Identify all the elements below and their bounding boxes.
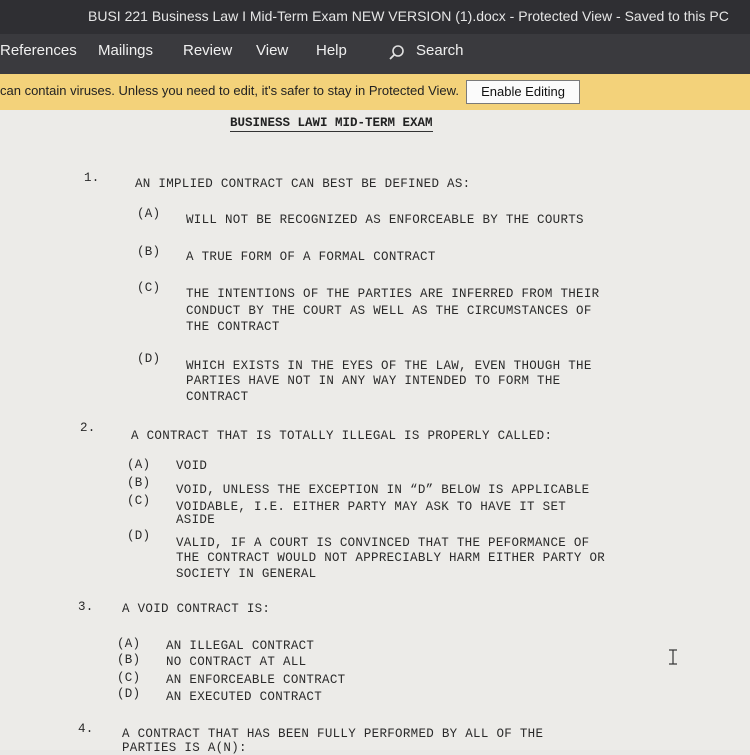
title-bar xyxy=(0,0,750,34)
option-letter: (A) xyxy=(127,458,151,472)
option-text: CONTRACT xyxy=(186,390,249,404)
option-letter: (A) xyxy=(117,637,141,651)
option-letter: (C) xyxy=(117,671,141,685)
window-title: BUSI 221 Business Law I Mid-Term Exam NEW VERSION (1).docx - Protected View - Saved to this PC xyxy=(88,8,729,24)
text-cursor-icon xyxy=(666,648,680,666)
protected-view-bar xyxy=(0,74,750,111)
protected-view-message: can contain viruses. Unless you need to edit, it's safer to stay in Protected View. xyxy=(0,83,459,98)
enable-editing-button[interactable]: Enable Editing xyxy=(466,80,580,104)
option-text: SOCIETY IN GENERAL xyxy=(176,567,317,581)
tab-help[interactable]: Help xyxy=(316,42,347,59)
option-letter: (B) xyxy=(117,653,141,667)
option-text: PARTIES HAVE NOT IN ANY WAY INTENDED TO FORM THE xyxy=(186,374,561,388)
question-number: 4. xyxy=(78,722,94,736)
document-page xyxy=(0,110,750,755)
option-letter: (D) xyxy=(117,687,141,701)
question-text: A VOID CONTRACT IS: xyxy=(122,602,271,616)
option-text: AN ENFORCEABLE CONTRACT xyxy=(166,673,346,687)
question-number: 2. xyxy=(80,421,96,435)
question-number: 1. xyxy=(84,171,100,185)
option-text: VOID xyxy=(176,459,208,473)
option-letter: (C) xyxy=(127,494,151,508)
search-box[interactable]: Search xyxy=(416,42,464,59)
question-text: PARTIES IS A(N): xyxy=(122,741,247,755)
option-letter: (D) xyxy=(127,529,151,543)
search-icon[interactable] xyxy=(388,44,406,62)
option-text: THE CONTRACT WOULD NOT APPRECIABLY HARM EITHER PARTY OR xyxy=(176,551,606,565)
option-text: A TRUE FORM OF A FORMAL CONTRACT xyxy=(186,250,436,264)
option-letter: (C) xyxy=(137,281,161,295)
option-letter: (B) xyxy=(127,476,151,490)
tab-mailings[interactable]: Mailings xyxy=(98,42,154,59)
option-text: WILL NOT BE RECOGNIZED AS ENFORCEABLE BY THE COURTS xyxy=(186,213,584,227)
option-letter: (B) xyxy=(137,245,161,259)
option-text: VOID, UNLESS THE EXCEPTION IN “D” BELOW IS APPLICABLE xyxy=(176,483,590,497)
question-text: A CONTRACT THAT HAS BEEN FULLY PERFORMED BY ALL OF THE xyxy=(122,727,544,741)
option-text: THE INTENTIONS OF THE PARTIES ARE INFERRED FROM THEIR xyxy=(186,287,600,301)
option-text: CONDUCT BY THE COURT AS WELL AS THE CIRCUMSTANCES OF xyxy=(186,304,592,318)
option-text: ASIDE xyxy=(176,513,216,527)
option-letter: (A) xyxy=(137,207,161,221)
tab-references[interactable]: References xyxy=(0,42,77,59)
option-text: NO CONTRACT AT ALL xyxy=(166,655,307,669)
tab-review[interactable]: Review xyxy=(183,42,233,59)
option-text: AN EXECUTED CONTRACT xyxy=(166,690,323,704)
option-text: AN ILLEGAL CONTRACT xyxy=(166,639,315,653)
question-text: AN IMPLIED CONTRACT CAN BEST BE DEFINED AS: xyxy=(135,177,471,191)
option-text: THE CONTRACT xyxy=(186,320,280,334)
ribbon xyxy=(0,34,750,74)
document-title: BUSINESS LAWI MID-TERM EXAM xyxy=(230,116,433,130)
option-text: WHICH EXISTS IN THE EYES OF THE LAW, EVEN THOUGH THE xyxy=(186,359,592,373)
option-letter: (D) xyxy=(137,352,161,366)
option-text: VALID, IF A COURT IS CONVINCED THAT THE PEFORMANCE OF xyxy=(176,536,590,550)
option-text: VOIDABLE, I.E. EITHER PARTY MAY ASK TO HAVE IT SET xyxy=(176,500,567,514)
tab-view[interactable]: View xyxy=(256,42,289,59)
question-text: A CONTRACT THAT IS TOTALLY ILLEGAL IS PROPERLY CALLED: xyxy=(131,429,553,443)
question-number: 3. xyxy=(78,600,94,614)
